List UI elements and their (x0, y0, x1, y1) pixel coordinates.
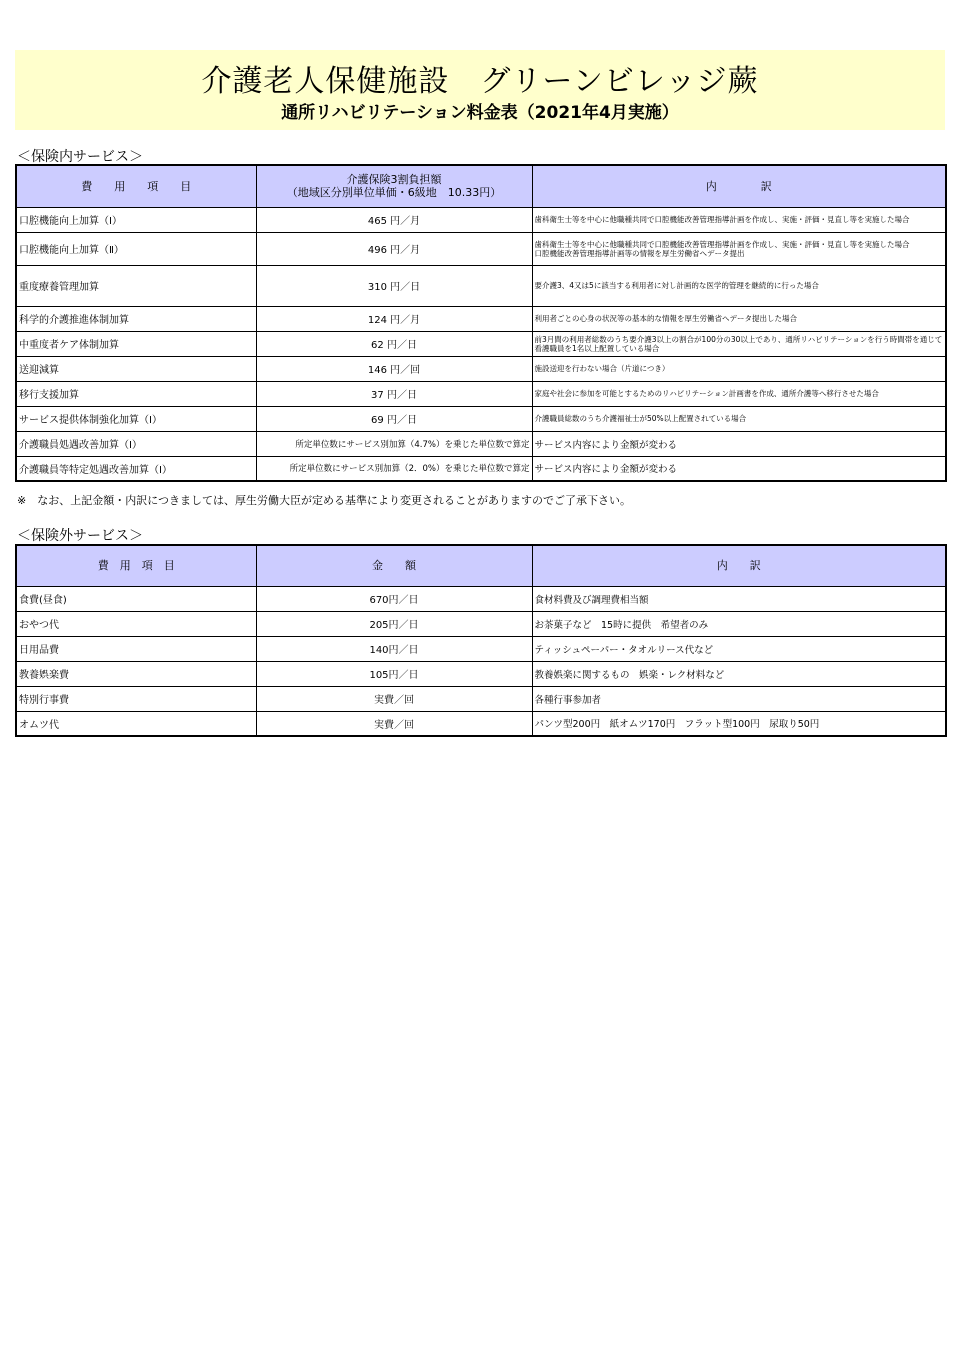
fee-detail: サービス内容により金額が変わる (532, 456, 946, 481)
fee-item: 口腔機能向上加算（Ⅱ） (16, 232, 256, 265)
fee-detail: パンツ型200円 紙オムツ170円 フラット型100円 尿取り50円 (532, 711, 946, 736)
table-row (16, 265, 946, 306)
fee-detail: お茶菓子など 15時に提供 希望者のみ (532, 611, 946, 636)
fee-item: サービス提供体制強化加算（Ⅰ） (16, 406, 256, 431)
fee-item: 送迎減算 (16, 356, 256, 381)
fee-item: 中重度者ケア体制加算 (16, 331, 256, 356)
fee-item: 日用品費 (16, 636, 256, 661)
table-row (16, 611, 946, 636)
fee-detail: 利用者ごとの心身の状況等の基本的な情報を厚生労働省へデータ提出した場合 (532, 306, 946, 331)
fee-amount: 205円／日 (256, 611, 532, 636)
fee-amount: 496 円／月 (256, 232, 532, 265)
uninsured-header-row (16, 545, 946, 586)
fee-detail (532, 232, 946, 265)
fee-amount: 124 円／月 (256, 306, 532, 331)
fee-item: 介護職員等特定処遇改善加算（Ⅰ） (16, 456, 256, 481)
fee-amount: 実費／回 (256, 711, 532, 736)
fee-detail: サービス内容により金額が変わる (532, 431, 946, 456)
fee-amount: 310 円／日 (256, 265, 532, 306)
table-row (16, 711, 946, 736)
table-row (16, 356, 946, 381)
fee-amount: 105円／日 (256, 661, 532, 686)
fee-detail: 要介護3、4又は5に該当する利用者に対し計画的な医学的管理を継続的に行った場合 (532, 265, 946, 306)
fee-amount: 62 円／日 (256, 331, 532, 356)
price-list-subtitle: 通所リハビリテーション料金表（2021年4月実施） (281, 103, 679, 123)
table-row (16, 636, 946, 661)
fee-amount: 465 円／月 (256, 207, 532, 232)
fee-amount: 146 円／回 (256, 356, 532, 381)
fee-item: おやつ代 (16, 611, 256, 636)
uninsured-section-label: ＜保険外サービス＞ (17, 528, 143, 544)
uninsured-col-detail: 内 訳 (532, 545, 946, 586)
fee-item: 口腔機能向上加算（Ⅰ） (16, 207, 256, 232)
fee-detail: 歯科衛生士等を中心に他職種共同で口腔機能改善管理指導計画を作成し、実施・評価・見直し等を実施した場合 (532, 207, 946, 232)
fee-amount: 37 円／日 (256, 381, 532, 406)
table-row (16, 331, 946, 356)
fee-detail: 各種行事参加者 (532, 686, 946, 711)
insured-section-label: ＜保険内サービス＞ (17, 149, 143, 165)
table-row (16, 232, 946, 265)
fee-detail: 教養娯楽に関するもの 娯楽・レク材料など (532, 661, 946, 686)
fee-detail: 家庭や社会に参加を可能とするためのリハビリテーション計画書を作成、通所介護等へ移行させた場合 (532, 381, 946, 406)
insured-col-amount-line1: 介護保険3割負担額 (346, 173, 442, 187)
table-row (16, 456, 946, 481)
fee-item: 介護職員処遇改善加算（Ⅰ） (16, 431, 256, 456)
fee-detail: 介護職員総数のうち介護福祉士が50%以上配置されている場合 (532, 406, 946, 431)
fee-detail-line: 歯科衛生士等を中心に他職種共同で口腔機能改善管理指導計画を作成し、実施・評価・見直し等を実施した場合 (534, 239, 910, 249)
insured-col-detail: 内 訳 (532, 165, 946, 207)
table-row (16, 381, 946, 406)
fee-item: 教養娯楽費 (16, 661, 256, 686)
table-row (16, 207, 946, 232)
insured-col-item: 費 用 項 目 (16, 165, 256, 207)
facility-title: 介護老人保健施設 グリーンビレッジ蕨 (201, 64, 759, 99)
fee-amount: 69 円／日 (256, 406, 532, 431)
fee-item: 移行支援加算 (16, 381, 256, 406)
fee-detail: 施設送迎を行わない場合（片道につき） (532, 356, 946, 381)
table-row (16, 406, 946, 431)
insured-col-amount-line2: （地域区分別単位単価・6級地 10.33円） (286, 186, 502, 200)
table-row (16, 431, 946, 456)
table-row (16, 586, 946, 611)
document-header (15, 50, 945, 130)
insured-fee-table (15, 164, 947, 482)
uninsured-fee-table (15, 544, 947, 737)
fee-detail: 食材料費及び調理費相当額 (532, 586, 946, 611)
fee-item: 科学的介護推進体制加算 (16, 306, 256, 331)
table-row (16, 686, 946, 711)
fee-item: 重度療養管理加算 (16, 265, 256, 306)
insured-col-amount (256, 165, 532, 207)
table-row (16, 661, 946, 686)
fee-detail-line: 口腔機能改善管理指導計画等の情報を厚生労働省へデータ提出 (534, 248, 745, 258)
fee-amount: 670円／日 (256, 586, 532, 611)
fee-item: 特別行事費 (16, 686, 256, 711)
fee-item: オムツ代 (16, 711, 256, 736)
fee-item: 食費(昼食) (16, 586, 256, 611)
uninsured-col-amount: 金 額 (256, 545, 532, 586)
fee-detail: ティッシュペーパー・タオルリース代など (532, 636, 946, 661)
table-row (16, 306, 946, 331)
change-notice: ※ なお、上記金額・内訳につきましては、厚生労働大臣が定める基準により変更されることがありますのでご了承下さい。 (17, 494, 631, 507)
fee-amount: 実費／回 (256, 686, 532, 711)
uninsured-col-item: 費 用 項 目 (16, 545, 256, 586)
insured-header-row (16, 165, 946, 207)
fee-amount: 140円／日 (256, 636, 532, 661)
fee-amount: 所定単位数にサービス別加算（4.7%）を乗じた単位数で算定 (256, 431, 532, 456)
fee-amount: 所定単位数にサービス別加算（2．0%）を乗じた単位数で算定 (256, 456, 532, 481)
fee-detail: 前3月間の利用者総数のうち要介護3以上の割合が100分の30以上であり、通所リハビリテーションを行う時間帯を通じて看護職員を1名以上配置している場合 (532, 331, 946, 356)
